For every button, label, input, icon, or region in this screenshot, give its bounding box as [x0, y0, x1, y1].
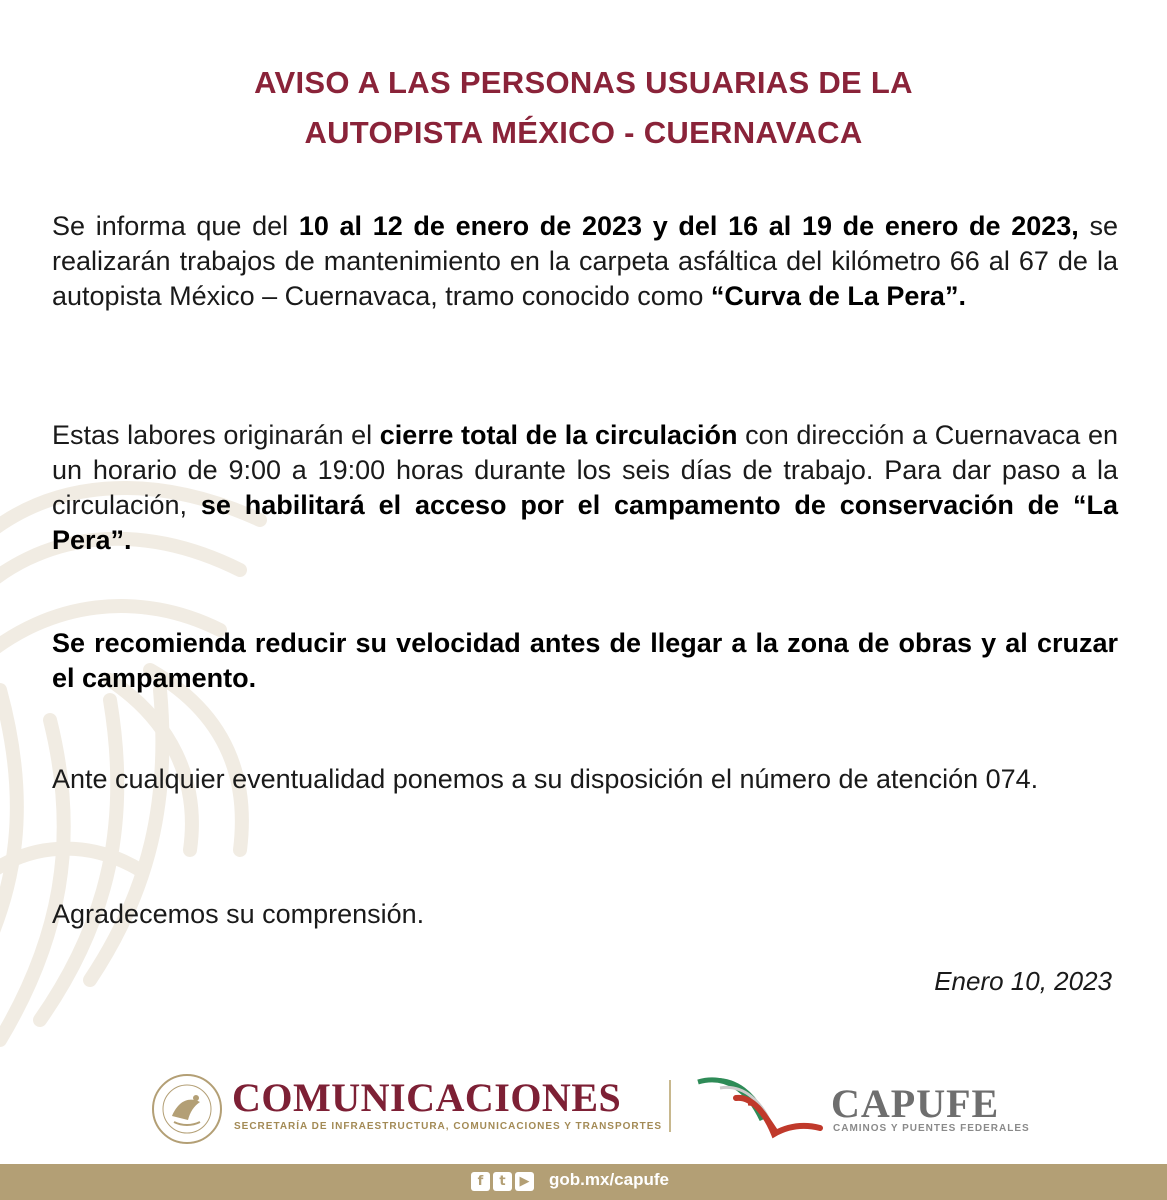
- footer-bar: [0, 1164, 1167, 1200]
- website-link[interactable]: gob.mx/capufe: [549, 1170, 669, 1189]
- comunicaciones-subtitle: SECRETARÍA DE INFRAESTRUCTURA, COMUNICACIONES Y TRANSPORTES: [234, 1121, 663, 1132]
- social-icons: [471, 1172, 534, 1191]
- paragraph-closure: [52, 418, 1118, 558]
- footer-logos: [0, 1062, 1167, 1152]
- capufe-logo-text: CAPUFE: [831, 1081, 1000, 1126]
- capufe-logo-icon: [696, 1070, 826, 1142]
- notice-title: [100, 58, 1067, 158]
- capufe-subtitle: CAMINOS Y PUENTES FEDERALES: [833, 1123, 1030, 1134]
- p2-closure: cierre total de la circulación: [379, 420, 738, 450]
- p2-text-1: Estas labores originarán el: [52, 420, 380, 450]
- title-line-2: AUTOPISTA MÉXICO - CUERNAVACA: [304, 115, 863, 150]
- logo-divider: [669, 1080, 671, 1132]
- comunicaciones-logo-text: COMUNICACIONES: [232, 1075, 622, 1120]
- twitter-icon[interactable]: t: [493, 1172, 512, 1191]
- paragraph-contact-number: Ante cualquier eventualidad ponemos a su disposición el número de atención 074.: [52, 764, 1039, 794]
- p1-text-2: se realizarán trabajos de mantenimiento en la carpeta asfáltica del kilómetro 66 al 67 de la autopista México – Cuernavaca, tramo conocido como: [52, 211, 1118, 311]
- p1-location: “Curva de La Pera”.: [710, 281, 966, 311]
- paragraph-maintenance-dates: [52, 209, 1118, 314]
- notice-date: Enero 10, 2023: [934, 966, 1112, 996]
- facebook-icon[interactable]: f: [471, 1172, 490, 1191]
- p2-text-2: con dirección a Cuernavaca en un horario de 9:00 a 19:00 horas durante los seis días de trabajo. Para dar paso a la circulación,: [52, 420, 1118, 520]
- p1-dates: 10 al 12 de enero de 2023 y del 16 al 19 de enero de 2023,: [298, 211, 1079, 241]
- paragraph-speed-recommendation: Se recomienda reducir su velocidad antes de llegar a la zona de obras y al cruzar el campamento.: [52, 628, 1118, 693]
- p1-text-1: Se informa que del: [52, 211, 299, 241]
- title-line-1: AVISO A LAS PERSONAS USUARIAS DE LA: [254, 65, 913, 100]
- p2-access: se habilitará el acceso por el campamento de conservación de “La Pera”.: [52, 490, 1118, 555]
- youtube-icon[interactable]: ▶: [515, 1172, 534, 1191]
- paragraph-thanks: Agradecemos su comprensión.: [52, 899, 425, 929]
- national-seal-icon: [150, 1072, 224, 1146]
